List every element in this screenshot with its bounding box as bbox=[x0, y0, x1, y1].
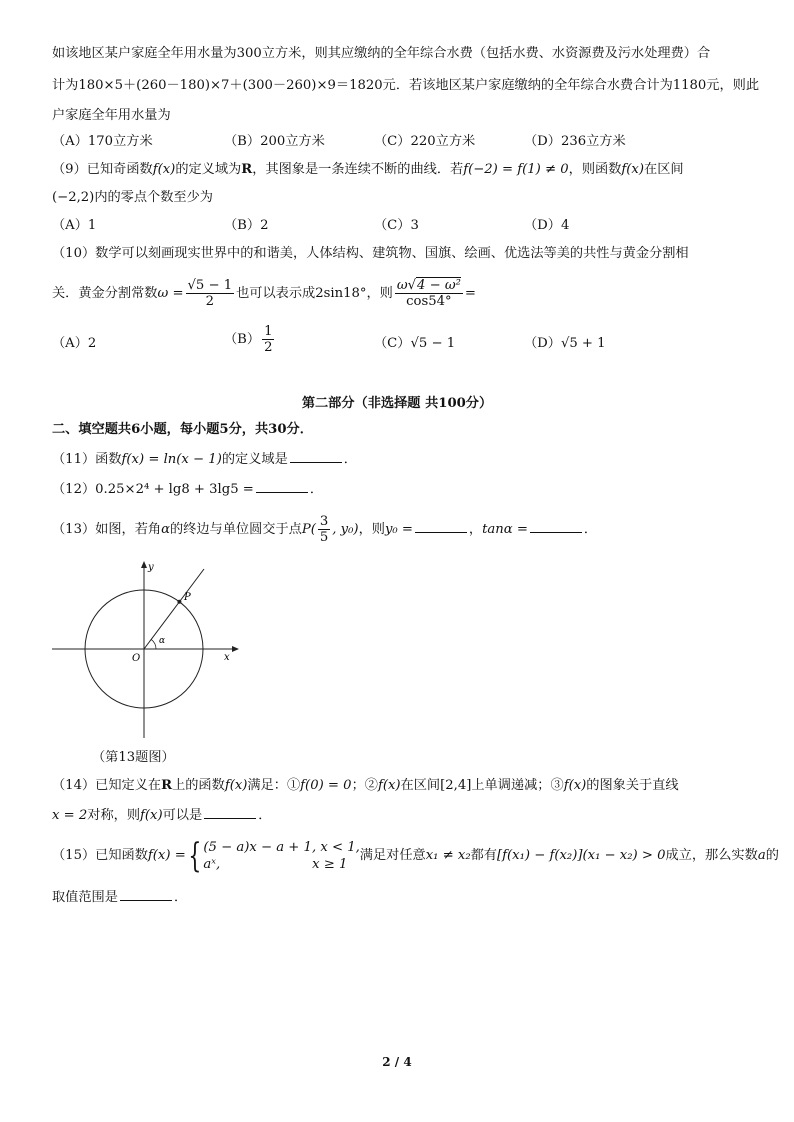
q8-line3: 户家庭全年用水量为 bbox=[52, 108, 171, 123]
q10-option-b-label: （B） bbox=[224, 332, 261, 347]
q13-fraction bbox=[318, 514, 330, 545]
q10-option-a: （A）2 bbox=[52, 336, 97, 351]
q9-text-f: 内的零点个数至少为 bbox=[94, 190, 213, 205]
unit-circle-figure bbox=[52, 560, 242, 740]
q9-line2 bbox=[52, 188, 213, 208]
q8-option-b: （B）200立方米 bbox=[224, 134, 325, 149]
q15-fx: f(x) = bbox=[147, 848, 186, 863]
q14-R: R bbox=[161, 778, 173, 793]
q15-a: a bbox=[757, 848, 766, 863]
q10-main-num: ω√4 − ω² bbox=[396, 278, 461, 293]
q10-golden-fraction bbox=[186, 278, 235, 309]
q13-frac-num: 3 bbox=[319, 514, 329, 529]
point-p-marker bbox=[177, 600, 181, 604]
q9-fx-2: f(x) bbox=[621, 162, 645, 177]
section-heading: 二、填空题共6小题，每小题5分，共30分． bbox=[52, 422, 313, 437]
q10-text-c: ，则 bbox=[366, 286, 393, 301]
q10-sin: 2sin18° bbox=[315, 286, 367, 301]
q15-text-e: 的 bbox=[765, 848, 779, 863]
q9-condition: f(−2) = f(1) ≠ 0 bbox=[463, 162, 569, 177]
q12 bbox=[52, 480, 323, 500]
q12-text-a: （12） bbox=[52, 482, 96, 497]
q15-x1x2: x₁ ≠ x₂ bbox=[425, 848, 471, 863]
q14-text-d: ；② bbox=[351, 778, 378, 793]
q9-text-b: 的定义域为 bbox=[175, 162, 242, 177]
q10-sqrt-body: 4 − ω² bbox=[417, 278, 461, 293]
q15-cases bbox=[203, 839, 359, 873]
part2-heading: 第二部分（非选择题 共100分） bbox=[301, 396, 493, 411]
q14-fx-2: f(x) bbox=[377, 778, 401, 793]
x-axis-arrow bbox=[232, 646, 239, 652]
q13-text-b: 的终边与单位圆交于点 bbox=[170, 522, 302, 537]
q10-option-b-num: 1 bbox=[264, 324, 273, 339]
q8-option-c: （C）220立方米 bbox=[374, 134, 476, 149]
q8-line2: 计为180×5＋(260－180)×7＋(300－260)×9＝1820元．若该地区某户家庭缴纳的全年综合水费合计为1180元，则此 bbox=[52, 78, 760, 93]
y-label: y bbox=[148, 562, 154, 573]
q8-option-d: （D）236立方米 bbox=[524, 134, 626, 149]
q9-text-c: ，其图象是一条连续不断的曲线．若 bbox=[252, 162, 464, 177]
q10-golden-num: √5 − 1 bbox=[187, 278, 233, 293]
terminal-side bbox=[144, 569, 204, 649]
q14-line: x = 2 bbox=[52, 808, 88, 823]
q9-line1 bbox=[52, 160, 684, 180]
q9-text-a: （9）已知奇函数 bbox=[52, 162, 153, 177]
q15-answer-blank bbox=[120, 888, 172, 901]
q11-end: ． bbox=[343, 452, 357, 467]
q15-text-a: （15）已知函数 bbox=[52, 848, 148, 863]
q10-text-b: 也可以表示成 bbox=[236, 286, 316, 301]
q10-omega: ω bbox=[396, 278, 408, 293]
q9-option-c: （C）3 bbox=[374, 218, 419, 233]
q13-point-p-rest: , y₀) bbox=[332, 522, 359, 537]
q14-text-i: 可以是 bbox=[162, 808, 203, 823]
q14-end: ． bbox=[258, 808, 272, 823]
q8-line1: 如该地区某户家庭全年用水量为300立方米，则其应缴纳的全年综合水费（包括水费、水资源费及污水处理费）合 bbox=[52, 46, 711, 61]
q11-answer-blank bbox=[290, 450, 342, 463]
q9-R: R bbox=[241, 162, 253, 177]
q13-answer-blank-1 bbox=[415, 520, 467, 533]
q14-fx-4: f(x) bbox=[140, 808, 163, 823]
q15-ineq: [f(x₁) − f(x₂)](x₁ − x₂) > 0 bbox=[496, 848, 666, 863]
q13-end: ． bbox=[583, 522, 598, 537]
q15-text-c: 都有 bbox=[470, 848, 497, 863]
q10-option-b-den: 2 bbox=[264, 340, 273, 355]
q15-brace: { bbox=[188, 835, 202, 876]
q14-interval: [2,4] bbox=[440, 778, 472, 793]
q9-interval: (−2,2) bbox=[52, 190, 95, 205]
q11 bbox=[52, 450, 357, 470]
q14-text-c: 满足：① bbox=[247, 778, 301, 793]
q12-expr: 0.25×2⁴ + lg8 + 3lg5 = bbox=[95, 482, 254, 497]
q13-answer-blank-2 bbox=[530, 520, 582, 533]
q13-sep: ， bbox=[468, 522, 483, 537]
q15-text-d: 成立，那么实数 bbox=[665, 848, 758, 863]
q15-case-2-expr: aˣ, bbox=[203, 856, 221, 872]
q12-end: ． bbox=[309, 482, 324, 497]
q13-alpha: α bbox=[161, 522, 170, 537]
q13-point-p: P( bbox=[301, 522, 316, 537]
q15-case-2 bbox=[203, 856, 359, 873]
q10-line2 bbox=[52, 276, 476, 312]
origin-label: O bbox=[132, 653, 141, 664]
q15-case-1: (5 − a)x − a + 1, x < 1, bbox=[203, 839, 360, 855]
angle-arc bbox=[151, 639, 156, 649]
q11-text-b: 的定义域是 bbox=[221, 452, 288, 467]
q9-option-b: （B）2 bbox=[224, 218, 269, 233]
q15-text-b: 满足对任意 bbox=[359, 848, 426, 863]
q10-eq: = bbox=[464, 286, 476, 301]
y-axis-arrow bbox=[141, 561, 147, 568]
q10-omega-eq: ω = bbox=[157, 286, 184, 301]
q10-text-a: 关．黄金分割常数 bbox=[52, 286, 158, 301]
q14-text-h: 对称，则 bbox=[87, 808, 141, 823]
q13-text-c: ，则 bbox=[358, 522, 385, 537]
q11-text-a: （11）函数 bbox=[52, 452, 122, 467]
q14-fx-3: f(x) bbox=[563, 778, 587, 793]
q10-option-b-fraction bbox=[262, 324, 274, 355]
q9-option-d: （D）4 bbox=[524, 218, 570, 233]
q9-text-d: ，则函数 bbox=[568, 162, 622, 177]
q14-line1 bbox=[52, 776, 679, 796]
q14-text-a: （14）已知定义在 bbox=[52, 778, 162, 793]
q13 bbox=[52, 512, 597, 548]
q8-option-a: （A）170立方米 bbox=[52, 134, 153, 149]
q9-fx: f(x) bbox=[152, 162, 176, 177]
alpha-label: α bbox=[159, 636, 166, 646]
q9-text-e: 在区间 bbox=[644, 162, 684, 177]
page-number: 2 / 4 bbox=[382, 1055, 412, 1069]
q14-text-f: 上单调递减；③ bbox=[471, 778, 564, 793]
q14-f0: f(0) = 0 bbox=[300, 778, 352, 793]
p-label: P bbox=[184, 592, 191, 603]
q10-option-b bbox=[224, 322, 276, 358]
q14-text-e: 在区间 bbox=[400, 778, 441, 793]
q13-frac-den: 5 bbox=[319, 530, 329, 545]
q11-expr: f(x) = ln(x − 1) bbox=[121, 452, 222, 467]
x-label: x bbox=[224, 652, 230, 663]
q10-line1: （10）数学可以刻画现实世界中的和谐美，人体结构、建筑物、国旗、绘画、优选法等美的共性与黄金分割相 bbox=[52, 246, 689, 261]
q14-text-b: 上的函数 bbox=[172, 778, 225, 793]
q10-option-d: （D）√5 + 1 bbox=[524, 336, 606, 351]
q14-text-g: 的图象关于直线 bbox=[586, 778, 679, 793]
q13-tan: tanα = bbox=[482, 522, 528, 537]
figure-caption: （第13题图） bbox=[92, 750, 175, 765]
q15-text-f: 取值范围是 bbox=[52, 890, 118, 905]
q15-line1 bbox=[52, 836, 779, 876]
q10-golden-den: 2 bbox=[205, 294, 214, 309]
q9-option-a: （A）1 bbox=[52, 218, 97, 233]
q12-answer-blank bbox=[256, 480, 308, 493]
q14-answer-blank bbox=[204, 806, 256, 819]
q13-text-a: （13）如图，若角 bbox=[52, 522, 162, 537]
q13-y0: y₀ = bbox=[384, 522, 413, 537]
q15-case-2-cond: x ≥ 1 bbox=[312, 856, 348, 872]
q10-main-den: cos54° bbox=[406, 294, 452, 309]
q15-end: ． bbox=[173, 890, 188, 905]
q15-line2 bbox=[52, 888, 187, 908]
q14-line2 bbox=[52, 806, 271, 826]
q10-option-c: （C）√5 − 1 bbox=[374, 336, 456, 351]
q14-fx: f(x) bbox=[224, 778, 248, 793]
q10-main-fraction bbox=[395, 278, 463, 309]
